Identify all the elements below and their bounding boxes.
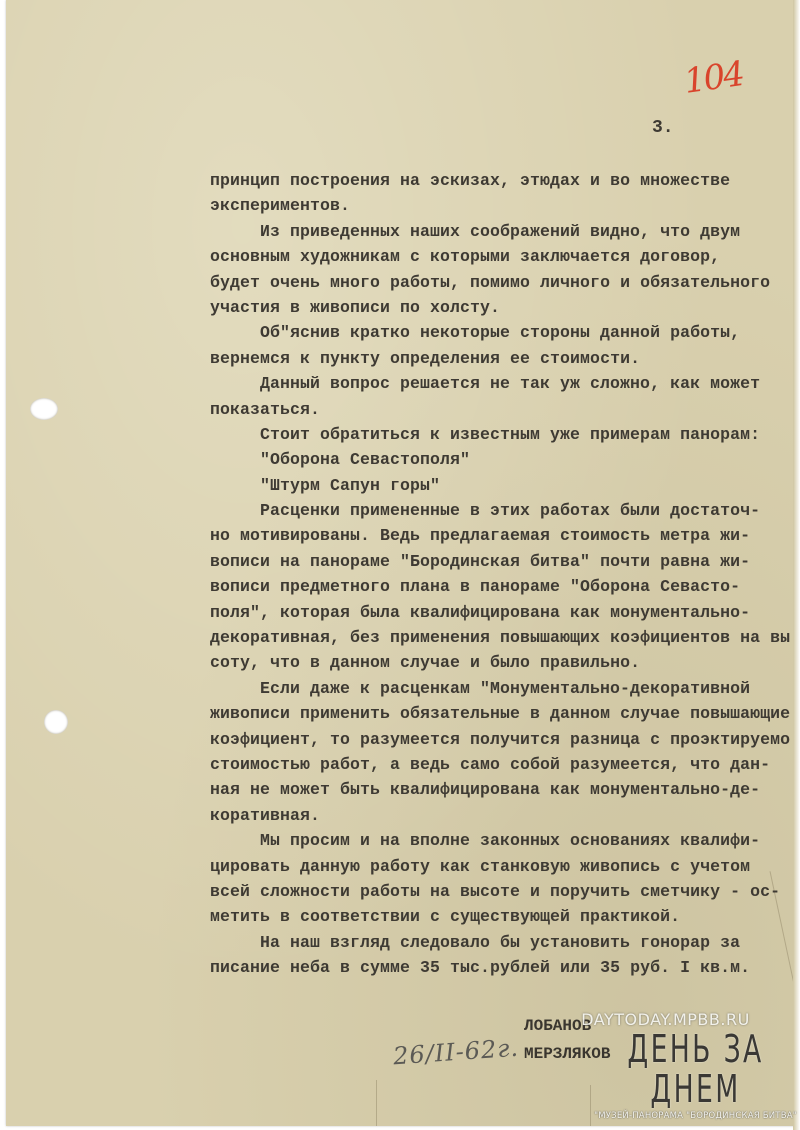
text-line: живописи применить обязательные в данном случае повышающие: [210, 704, 791, 724]
watermark: [581, 1010, 800, 1121]
text-line: экспериментов.: [210, 196, 351, 216]
punch-hole: [44, 710, 68, 734]
signature-merzlyakov: МЕРЗЛЯКОВ: [524, 1045, 611, 1063]
watermark-url: DAYTODAY.MPBB.RU: [581, 1010, 750, 1029]
page-number: 3.: [652, 118, 674, 138]
text-line: вописи на панораме "Бородинская битва" почти равна жи-: [210, 551, 751, 571]
text-line: ная не может быть квалифицирована как монументально-де-: [210, 780, 761, 800]
text-line: основным художникам с которыми заключается договор,: [210, 247, 721, 267]
text-line: поля", которая была квалифицирована как монументально-: [210, 602, 751, 622]
text-line: Об"яснив кратко некоторые стороны данной работы,: [260, 323, 741, 343]
handwritten-date: 26/II-62г.: [392, 1033, 520, 1071]
text-line: принцип построения на эскизах, этюдах и во множестве: [210, 171, 731, 190]
text-line: вописи предметного плана в панораме "Оборона Севасто-: [210, 577, 741, 597]
text-line: коративная.: [210, 805, 321, 825]
text-line: Если даже к расценкам "Монументально-декоративной: [260, 678, 751, 698]
archive-number: 104: [681, 54, 746, 102]
text-line: Из приведенных наших соображений видно, что двум: [260, 221, 741, 241]
text-line: писание неба в сумме 35 тыс.рублей или 35 руб. I кв.м.: [210, 958, 751, 978]
text-line: декоративная, без применения повышающих коэфициентов на вы: [210, 628, 791, 648]
text-line: метить в соответствии с существующей практикой.: [210, 907, 681, 927]
text-line: "Оборона Севастополя": [260, 450, 471, 470]
text-line: но мотивированы. Ведь предлагаемая стоимость метра жи-: [210, 526, 751, 546]
punch-hole: [30, 398, 58, 420]
text-line: участия в живописи по холсту.: [210, 297, 501, 317]
text-line: цировать данную работу как станковую живопись с учетом: [210, 856, 751, 876]
text-line: Мы просим и на вполне законных основаниях квалифи-: [260, 831, 761, 851]
text-line: Стоит обратиться к известным уже примерам панорам:: [260, 424, 761, 444]
text-line: вернемся к пункту определения ее стоимости.: [210, 348, 641, 368]
paper-crease: [376, 1080, 377, 1126]
watermark-title: ДЕНЬ ЗА ДНЕМ: [627, 1027, 764, 1111]
text-line: показаться.: [210, 399, 321, 419]
text-line: всей сложности работы на высоте и поручить сметчику - ос-: [210, 881, 781, 901]
text-line: "Штурм Сапун горы": [260, 475, 441, 495]
text-line: стоимостью работ, а ведь само собой разумеется, что дан-: [210, 754, 771, 774]
watermark-subtitle: "МУЗЕЙ-ПАНОРАМА "БОРОДИНСКАЯ БИТВА": [594, 1111, 797, 1121]
text-line: коэфициент, то разумеется получится разница с проэктируемо: [210, 729, 791, 749]
text-line: Данный вопрос решается не так уж сложно, как может: [260, 374, 761, 394]
text-line: На наш взгляд следовало бы установить гонорар за: [260, 932, 741, 952]
text-line: Расценки примененные в этих работах были достаточ-: [260, 501, 761, 521]
signature-lobanov: ЛОБАНОВ: [524, 1017, 592, 1035]
text-line: соту, что в данном случае и было правильно.: [210, 653, 641, 673]
text-line: будет очень много работы, помимо личного и обязательного: [210, 272, 771, 292]
document-body: [210, 168, 800, 981]
